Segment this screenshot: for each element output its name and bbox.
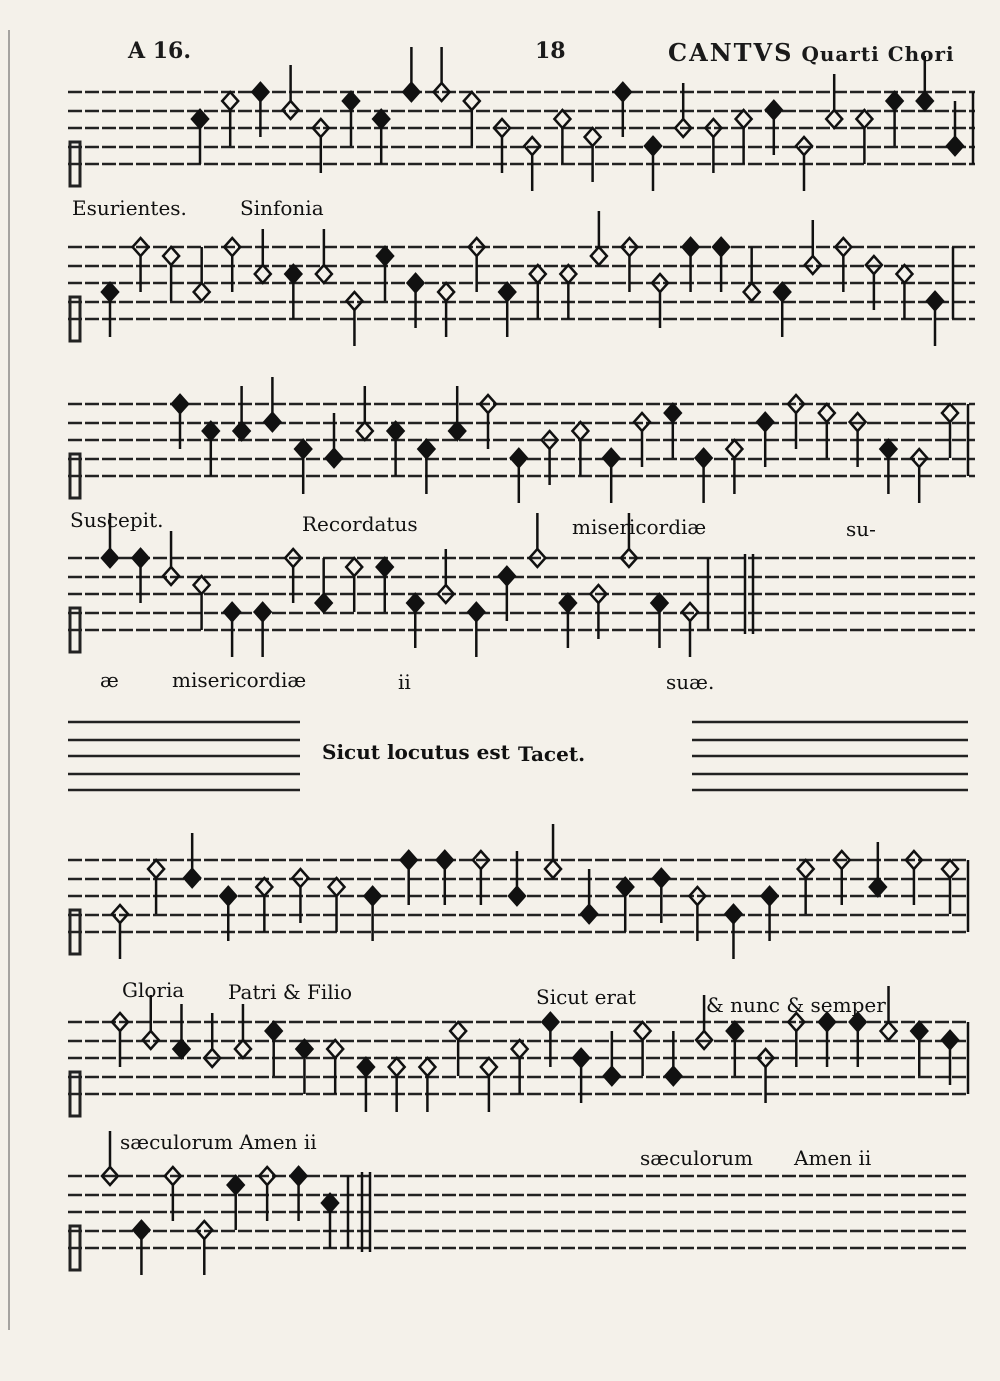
note-head (512, 1040, 528, 1058)
note-head (554, 110, 570, 128)
note-head (725, 905, 741, 923)
note-head (329, 878, 345, 896)
note-head (881, 1022, 897, 1040)
note-head (696, 449, 712, 467)
note-head (726, 440, 742, 458)
note-head (365, 887, 381, 905)
note-head (252, 83, 268, 101)
note-head (437, 851, 453, 869)
note-head (407, 594, 423, 612)
note-head (826, 110, 842, 128)
note-head (744, 283, 760, 301)
note-head (468, 603, 484, 621)
note-head (234, 422, 250, 440)
note-head (203, 422, 219, 440)
note-head (911, 1022, 927, 1040)
note-head (388, 422, 404, 440)
note-head (665, 404, 681, 422)
note-head (192, 110, 208, 128)
note-head (530, 265, 546, 283)
note-head (357, 422, 373, 440)
note-head (222, 92, 238, 110)
note-head (581, 905, 597, 923)
note-head (377, 558, 393, 576)
lyric-sinfonia: Sinfonia (240, 196, 324, 220)
lyric-recordatus: Recordatus (302, 512, 418, 536)
lyric-esurientes: Esurientes. (72, 196, 187, 220)
note-head (255, 603, 271, 621)
lyric-saeculorum-1: sæculorum Amen ii (120, 1130, 317, 1154)
note-head (173, 1040, 189, 1058)
note-head (585, 128, 601, 146)
lyric-suae: suæ. (666, 670, 715, 694)
note-head (358, 1058, 374, 1076)
lyric-misericordiae-1: misericordiæ (572, 515, 707, 539)
part-name: CANTVS (668, 38, 794, 67)
note-head (617, 878, 633, 896)
note-head (373, 110, 389, 128)
note-head (403, 83, 419, 101)
note-head (798, 860, 814, 878)
note-head (615, 83, 631, 101)
note-head (635, 1022, 651, 1040)
note-head (645, 137, 661, 155)
note-head (194, 283, 210, 301)
note-head (870, 878, 886, 896)
note-head (683, 238, 699, 256)
lyric-amen-ii: Amen ii (794, 1146, 872, 1170)
note-head (296, 1040, 312, 1058)
note-head (327, 1040, 343, 1058)
lyric-saeculorum-2: sæculorum (640, 1146, 753, 1170)
note-head (316, 594, 332, 612)
note-head (194, 576, 210, 594)
note-head (438, 283, 454, 301)
note-head (713, 238, 729, 256)
note-head (545, 860, 561, 878)
note-head (591, 247, 607, 265)
note-head (184, 869, 200, 887)
note-head (762, 887, 778, 905)
note-group (102, 47, 973, 1275)
lyric-suscepit: Suscepit. (70, 508, 164, 532)
note-head (266, 1022, 282, 1040)
note-head (887, 92, 903, 110)
note-head (401, 851, 417, 869)
note-head (133, 1221, 149, 1239)
note-head (542, 1013, 558, 1031)
note-head (766, 101, 782, 119)
note-head (389, 1058, 405, 1076)
note-head (172, 395, 188, 413)
note-head (499, 283, 515, 301)
lyric-ii-1: ii (398, 670, 411, 694)
note-head (509, 887, 525, 905)
note-head (102, 283, 118, 301)
note-head (917, 92, 933, 110)
note-head (947, 137, 963, 155)
note-head (408, 274, 424, 292)
note-head (603, 449, 619, 467)
note-head (665, 1067, 681, 1085)
note-head (896, 265, 912, 283)
note-head (316, 265, 332, 283)
lyric-tacet: Tacet. (518, 742, 586, 766)
note-head (255, 265, 271, 283)
note-head (419, 1058, 435, 1076)
note-head (560, 265, 576, 283)
note-head (148, 860, 164, 878)
note-head (228, 1176, 244, 1194)
note-head (856, 110, 872, 128)
note-head (291, 1167, 307, 1185)
note-head (256, 878, 272, 896)
note-head (295, 440, 311, 458)
note-head (942, 404, 958, 422)
lyric-misericordiae-2: misericordiæ (172, 668, 307, 692)
note-head (757, 413, 773, 431)
note-head (235, 1040, 251, 1058)
lyric-sicut-erat: Sicut erat (536, 985, 636, 1009)
note-head (942, 860, 958, 878)
note-head (560, 594, 576, 612)
note-head (927, 292, 943, 310)
note-head (727, 1022, 743, 1040)
note-head (322, 1194, 338, 1212)
note-head (346, 558, 362, 576)
note-head (573, 1049, 589, 1067)
note-head (653, 869, 669, 887)
note-head (224, 603, 240, 621)
note-head (220, 887, 236, 905)
note-head (651, 594, 667, 612)
signature-mark: A 16. (128, 38, 192, 64)
part-suffix: Quarti Chori (801, 42, 955, 66)
note-head (418, 440, 434, 458)
note-head (819, 404, 835, 422)
note-head (449, 422, 465, 440)
lyric-ae: æ (100, 668, 119, 692)
note-head (326, 449, 342, 467)
note-head (377, 247, 393, 265)
note-head (133, 549, 149, 567)
note-head (264, 413, 280, 431)
page-number: 18 (535, 38, 566, 64)
note-head (163, 247, 179, 265)
note-head (736, 110, 752, 128)
lyric-su: su- (846, 517, 876, 541)
note-head (464, 92, 480, 110)
note-head (343, 92, 359, 110)
note-head (774, 283, 790, 301)
note-head (604, 1067, 620, 1085)
note-head (511, 449, 527, 467)
note-head (942, 1031, 958, 1049)
note-head (481, 1058, 497, 1076)
lyric-gloria: Gloria (122, 978, 185, 1002)
lyric-patri-filio: Patri & Filio (228, 980, 353, 1004)
lyric-sicut-locutus: Sicut locutus est (322, 740, 510, 764)
note-head (285, 265, 301, 283)
note-head (102, 549, 118, 567)
note-head (450, 1022, 466, 1040)
note-head (880, 440, 896, 458)
note-head (572, 422, 588, 440)
note-head (499, 567, 515, 585)
lyric-nunc-semper: & nunc & semper (706, 993, 886, 1017)
